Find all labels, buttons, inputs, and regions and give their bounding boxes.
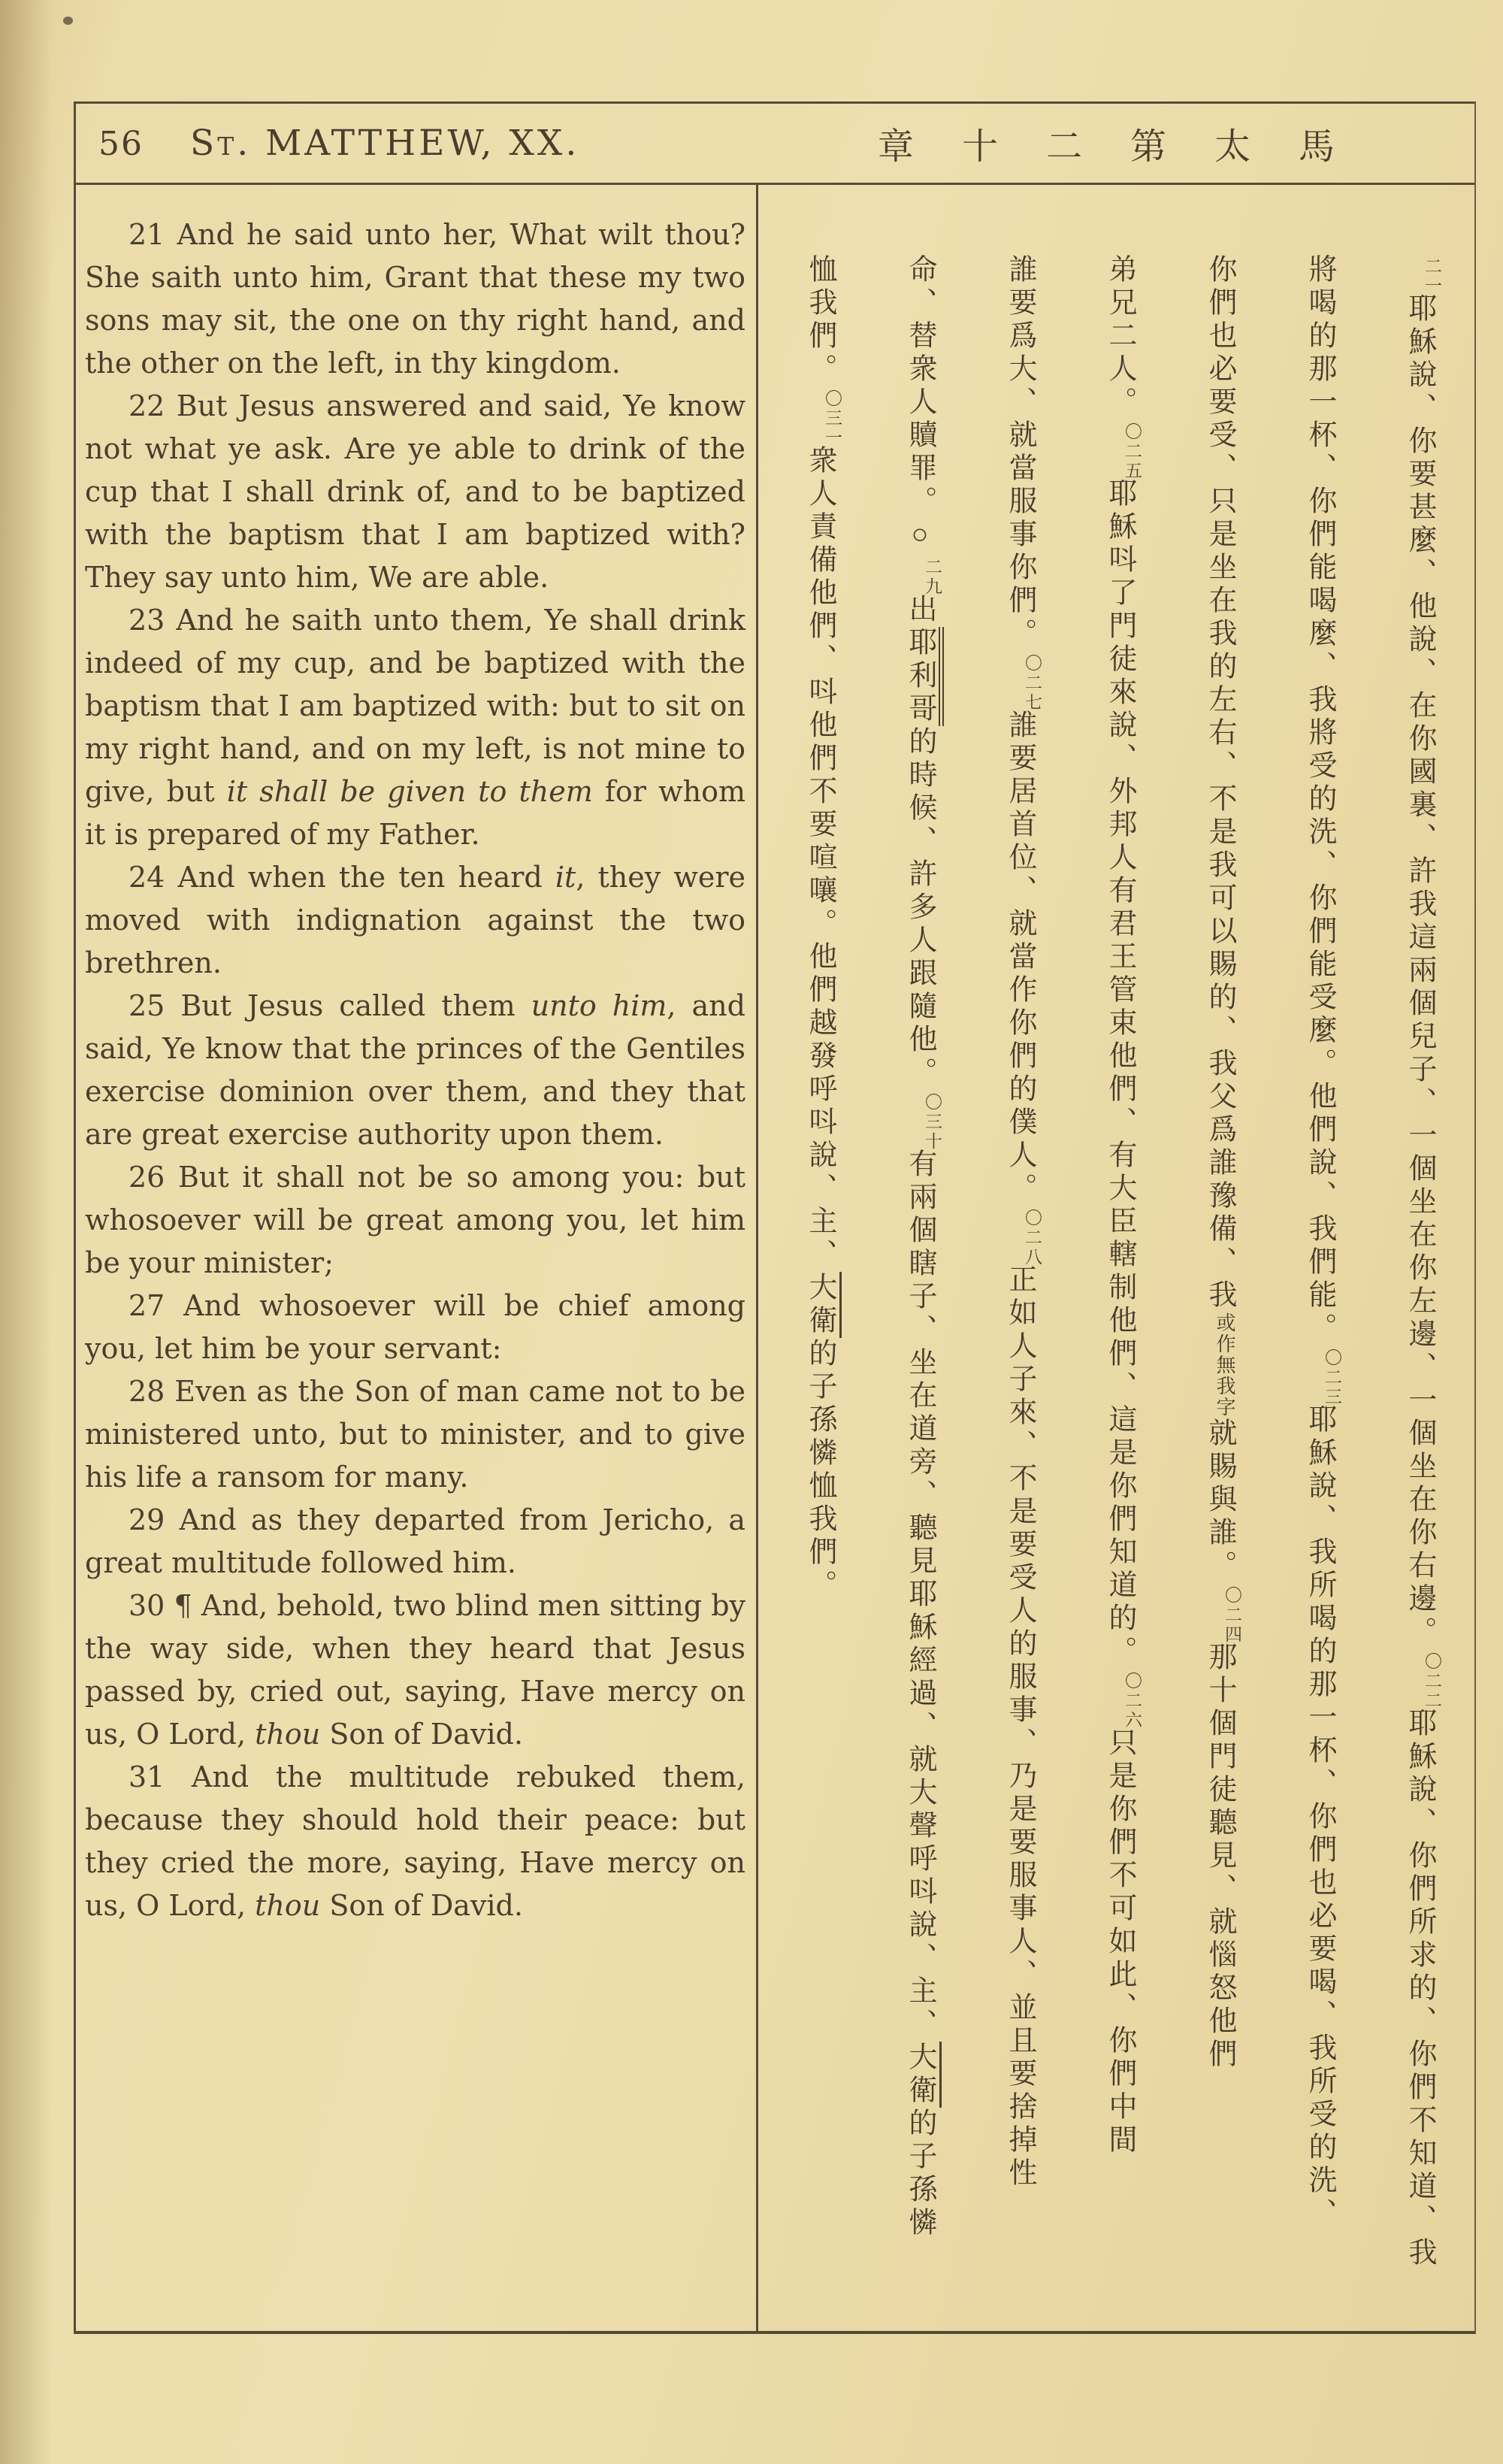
verse-text: Son of David. (320, 1718, 523, 1751)
page-gutter-shadow (0, 0, 53, 2464)
verse-number-marker: 〇二八 (1023, 1209, 1042, 1267)
scripture-text: 那十個門徒聽見、就惱怒他們 (1204, 1642, 1235, 2072)
scripture-text: 將喝的那一杯、你們能喝麼、我將受的洗、你們能受麼。他們說、我們能。 (1304, 254, 1335, 1346)
verse-text: 23 And he saith unto them, Ye shall drink indeed of my cup, and be baptized with the baptism that I am baptized with: but to sit on my right hand, and on my left, is not mine to give, but (85, 604, 745, 808)
scripture-text: 的時候、許多人跟隨他。 (904, 726, 936, 1090)
scripture-text: 有兩個瞎子、坐在道旁、聽見耶穌經過、就大聲呼呌說、主、 (904, 1149, 936, 2042)
vertical-text-column-6 (870, 254, 970, 2314)
scripture-text: 你們也必要受、只是坐在我的左右、不是我可以賜的、我父爲誰豫備、我 (1204, 254, 1235, 1312)
verse-paragraph (85, 213, 745, 385)
verse-number-marker: 二一 (1423, 257, 1441, 296)
scripture-text: 恤我們。 (804, 254, 836, 386)
verse-paragraph (85, 1585, 745, 1756)
english-text-column (76, 185, 756, 2331)
scripture-text: 弟兄二人。 (1104, 254, 1136, 419)
verse-paragraph (85, 1370, 745, 1499)
scripture-text: 就賜與誰。 (1204, 1418, 1235, 1583)
verse-text: 31 And the multitude rebuked them, because they should hold their peace: but they cried the more, saying, Have mercy on us, O Lord, (85, 1760, 745, 1922)
vertical-text-column-7 (770, 254, 870, 2314)
verse-number-marker: 〇二七 (1023, 654, 1042, 713)
translator-note: 或作無我字 (1214, 1312, 1235, 1418)
vertical-text-column-2 (1270, 254, 1370, 2314)
scripture-text: 耶穌說、你們所求的、你們不知道、我 (1404, 1708, 1435, 2270)
verse-paragraph (85, 1499, 745, 1585)
scripture-text: 只是你們不可如此、你們中間 (1104, 1727, 1136, 2157)
verse-text: for whom it is prepared of my Father. (85, 775, 745, 851)
verse-text: 27 And whosoever will be chief among you, let him be your servant: (85, 1289, 745, 1365)
verse-text: 26 But it shall not be so among you: but whosoever will be great among you, let him be your minister; (85, 1161, 745, 1279)
scripture-text: 耶穌說、你要甚麼、他說、在你國裏、許我這兩個兒子、一個坐在你左邊、一個坐在你右邊。 (1404, 293, 1435, 1649)
italic-supplied-word: it (555, 861, 576, 894)
verse-paragraph (85, 985, 745, 1156)
place-name-marked: 耶利哥 (904, 627, 944, 726)
page-number: 56 (98, 125, 144, 163)
verse-text: , they were moved with indignation against the two brethren. (85, 861, 746, 979)
scripture-text: 耶穌呌了門徒來說、外邦人有君王管束他們、有大臣轄制他們、這是你們知道的。 (1104, 478, 1136, 1669)
scripture-text: 誰要爲大、就當服事你們。 (1004, 254, 1036, 651)
vertical-text-column-4 (1070, 254, 1170, 2314)
person-name-marked: 大衛 (804, 1272, 842, 1338)
scripture-text: 的子孫憐恤我們。 (804, 1338, 836, 1603)
scripture-text: 正如人子來、不是要受人的服事、乃是要服事人、並且要捨掉性 (1004, 1264, 1036, 2190)
verse-paragraph (85, 599, 745, 856)
verse-number-marker: 〇二二 (1423, 1652, 1441, 1711)
scripture-text: 命、替衆人贖罪。○ (904, 254, 936, 555)
text-frame (74, 101, 1476, 2334)
italic-supplied-word: unto him (531, 989, 667, 1022)
ink-spot (63, 17, 73, 25)
scripture-text: 耶穌說、我所喝的那一杯、你們也必要喝、我所受的洗、 (1304, 1404, 1335, 2231)
running-header (76, 104, 1474, 185)
verse-text: 28 Even as the Son of man came not to be ministered unto, but to minister, and to give his life a ransom for many. (85, 1375, 745, 1494)
vertical-text-column-5 (970, 254, 1070, 2314)
book-title-chinese: 章十二第太馬 (877, 127, 1383, 167)
italic-supplied-word: it shall be given to them (226, 775, 593, 808)
scripture-text: 出 (904, 594, 936, 627)
verse-paragraph (85, 1756, 745, 1927)
verse-number-marker: 〇三一 (823, 389, 842, 448)
verse-paragraph (85, 1285, 745, 1370)
italic-supplied-word: thou (255, 1718, 321, 1751)
chinese-text-column (758, 185, 1474, 2331)
verse-paragraph (85, 1156, 745, 1285)
verse-text: Son of David. (320, 1889, 523, 1922)
verse-text: 25 But Jesus called them (129, 989, 531, 1022)
verse-text: 22 But Jesus answered and said, Ye know not what ye ask. Are ye able to drink of the cup that I shall drink of, and to be baptized with the baptism that I am baptized with? They say unto him, We are able. (85, 389, 745, 594)
italic-supplied-word: thou (255, 1889, 321, 1922)
scripture-text: 衆人責備他們、呌他們不要喧嚷。他們越發呼呌說、主、 (804, 445, 836, 1272)
vertical-text-column-3 (1170, 254, 1270, 2314)
verse-text: 29 And as they departed from Jericho, a great multitude followed him. (85, 1503, 745, 1579)
verse-paragraph (85, 385, 745, 599)
running-header-english (76, 123, 756, 164)
verse-text: 24 And when the ten heard (129, 861, 555, 894)
verse-number-marker: 〇三十 (923, 1093, 942, 1152)
page-content (76, 185, 1474, 2331)
verse-number-marker: 〇二六 (1123, 1672, 1142, 1730)
person-name-marked: 大衛 (904, 2042, 942, 2108)
scripture-text: 的子孫憐 (904, 2108, 936, 2240)
scripture-text: 誰要居首位、就當作你們的僕人。 (1004, 710, 1036, 1206)
verse-number-marker: 二九 (923, 558, 942, 597)
verse-text: 21 And he said unto her, What wilt thou? She saith unto him, Grant that these my two sons may sit, the one on thy right hand, and the other on the left, in thy kingdom. (85, 218, 745, 380)
verse-number-marker: 〇二四 (1223, 1586, 1241, 1645)
vertical-text-column-1 (1370, 254, 1470, 2314)
verse-paragraph (85, 856, 745, 985)
verse-number-marker: 〇二五 (1123, 422, 1142, 481)
verse-text: 30 ¶ And, behold, two blind men sitting by the way side, when they heard that Jesus passed by, cried out, saying, Have mercy on us, O Lord, (85, 1589, 745, 1751)
verse-number-marker: 〇二三 (1323, 1349, 1341, 1407)
book-title-english: St. MATTHEW, XX. (190, 123, 580, 164)
verse-text: , and said, Ye know that the princes of the Gentiles exercise dominion over them, and they that are great exercise authority upon them. (85, 989, 745, 1151)
